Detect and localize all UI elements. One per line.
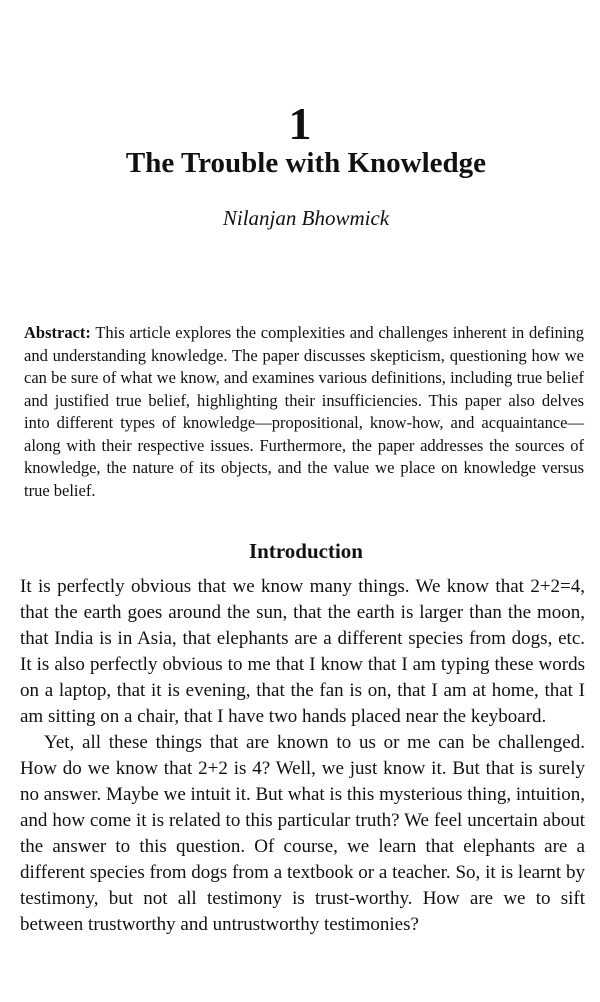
introduction-body — [20, 574, 585, 938]
chapter-title: The Trouble with Knowledge — [125, 147, 487, 179]
author-name: Nilanjan Bhowmick — [222, 206, 390, 230]
paragraph: Yet, all these things that are known to us or me can be challenged. How do we know that 2+2 is 4? Well, we just know it. But that is surely no answer. Maybe we intuit it. But what is this mysterious thing, intuition, and how come it is related to this particular truth? We feel uncertain about the answer to this question. Of course, we learn that elephants are a different species from dogs from a textbook or a teacher. So, it is learnt by testimony, but not all testimony is trust-worthy. How are we to sift between trustworthy and untrustworthy testimonies? — [20, 732, 585, 935]
paragraph: It is perfectly obvious that we know many things. We know that 2+2=4, that the earth goes around the sun, that the earth is larger than the moon, that India is in Asia, that elephants are a different species from dogs, etc. It is also perfectly obvious to me that I know that I am typing these words on a laptop, that it is evening, that the fan is on, that I am at home, that I am sitting on a chair, that I have two hands placed near the keyboard. — [20, 576, 585, 727]
abstract-label: Abstract: — [24, 323, 91, 342]
chapter-number: 1 — [288, 98, 312, 149]
section-heading-introduction: Introduction — [249, 539, 363, 563]
abstract — [24, 322, 584, 502]
abstract-text: This article explores the complexities and challenges inherent in defining and understanding knowledge. The paper discusses skepticism, questioning how we can be sure of what we know, and examines various definitions, including true belief and justified true belief, highlighting their insufficiencies. This paper also delves into different types of knowledge—propositional, know-how, and acquaintance—along with their respective issues. Furthermore, the paper addresses the sources of knowledge, the nature of its objects, and the value we place on knowledge versus true belief. — [24, 323, 584, 500]
